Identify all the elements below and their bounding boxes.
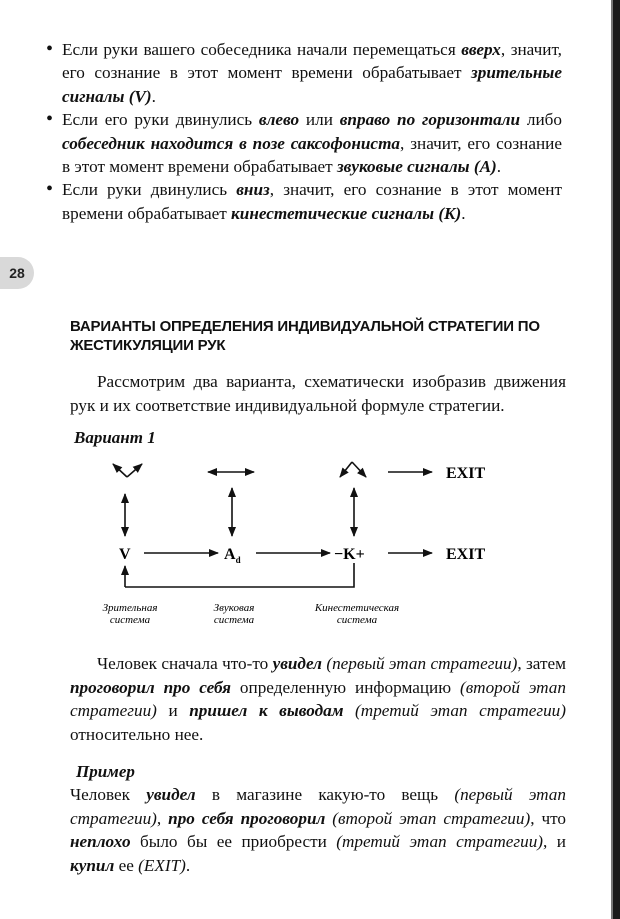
caption-kinesthetic-1: Кинестетическая [314,602,400,614]
emphasis-text: собеседник находится в позе саксофониста [62,133,401,153]
body-text: , затем [517,654,566,673]
caption-audio-1: Звуковая [213,602,255,614]
bullet-item [62,38,562,108]
emphasis-text: вверх [461,40,501,59]
italic-text: (первый этап стратегии) [321,654,518,673]
example-paragraph [70,783,566,877]
body-text: , что [530,808,566,828]
body-text: и [156,701,190,721]
body-text: Если руки двинулись [62,180,237,200]
italic-text: (второй этап стратегии) [70,677,566,721]
body-text: в магазине какую-то вещь [195,785,455,804]
exit-top-label: EXIT [446,465,486,482]
emphasis-text: зрительные сигналы (V) [62,63,562,106]
explanation-paragraph [70,652,566,746]
node-v: V [119,546,131,563]
intro-paragraph: Рассмотрим два варианта, схематически изобразив движения рук и их соответствие индивидуальной формуле стратегии. [70,372,566,415]
body-text: Если руки вашего собеседника начали перемещаться [62,40,462,59]
italic-text: (первый этап стратегии) [70,785,566,828]
caption-kinesthetic-2: система [336,614,378,626]
node-k: −K+ [334,546,365,563]
body-text: Если его руки двинулись [62,110,259,130]
feedback-line [125,563,354,587]
body-text: . [461,203,466,223]
italic-text: (второй этап стратегии) [325,808,531,828]
gesture-up-icon [113,464,142,477]
body-text: , значит, его сознание в этот момент времени обрабатывает [62,133,562,177]
strategy-diagram [0,450,620,635]
caption-audio-2: система [213,614,255,626]
body-text: определенную информацию [231,677,460,697]
body-text: либо [520,110,563,130]
caption-visual-2: система [109,614,151,626]
bullet-list [62,38,562,225]
page-number: 28 [0,257,34,289]
emphasis-text: про себя проговорил [168,808,326,828]
emphasis-text: кинестетические сигналы (K) [231,203,462,223]
emphasis-text: увидел [272,654,322,673]
emphasis-text: влево [258,110,300,130]
emphasis-text: неплохо [70,832,131,852]
emphasis-text: вправо по горизонтали [339,110,521,130]
body-text: ее [114,855,139,875]
body-text: или [299,110,340,130]
body-text: Человек [70,785,147,804]
emphasis-text: звуковые сигналы (A) [336,157,497,177]
section-heading: ВАРИАНТЫ ОПРЕДЕЛЕНИЯ ИНДИВИДУАЛЬНОЙ СТРАТЕГИИ ПО ЖЕСТИКУЛЯЦИИ РУК [70,318,540,354]
bullet-item [62,108,562,178]
gesture-down-icon [340,462,366,477]
body-text: было бы ее приобрести [130,832,337,852]
bullet-item [62,178,562,225]
body-text: относительно нее. [70,724,204,744]
emphasis-text: проговорил про себя [70,677,232,697]
body-text: , [156,808,169,828]
italic-text: (третий этап стратегии) [336,832,544,852]
example-title: Пример [76,762,135,781]
body-text: . [496,157,502,177]
emphasis-text: купил [70,855,115,875]
variant-title: Вариант 1 [74,428,156,447]
body-text: Человек сначала что-то [97,654,273,673]
emphasis-text: пришел к выводам [189,701,344,721]
emphasis-text: вниз [236,180,270,200]
node-a: $A_d$ [224,546,241,565]
body-text: . [185,855,191,875]
emphasis-text: увидел [146,785,196,804]
body-text: , и [543,832,566,852]
exit-bottom-label: EXIT [446,546,486,563]
body-text: . [151,86,156,106]
italic-text: (третий этап стратегии) [343,701,566,721]
caption-visual-1: Зрительная [102,602,158,614]
body-text: , значит, его сознание в этот момент времени обрабатывает [62,40,562,83]
body-text: , значит, его сознание в этот момент времени обрабатывает [62,180,562,223]
italic-text: (EXIT) [138,855,186,875]
